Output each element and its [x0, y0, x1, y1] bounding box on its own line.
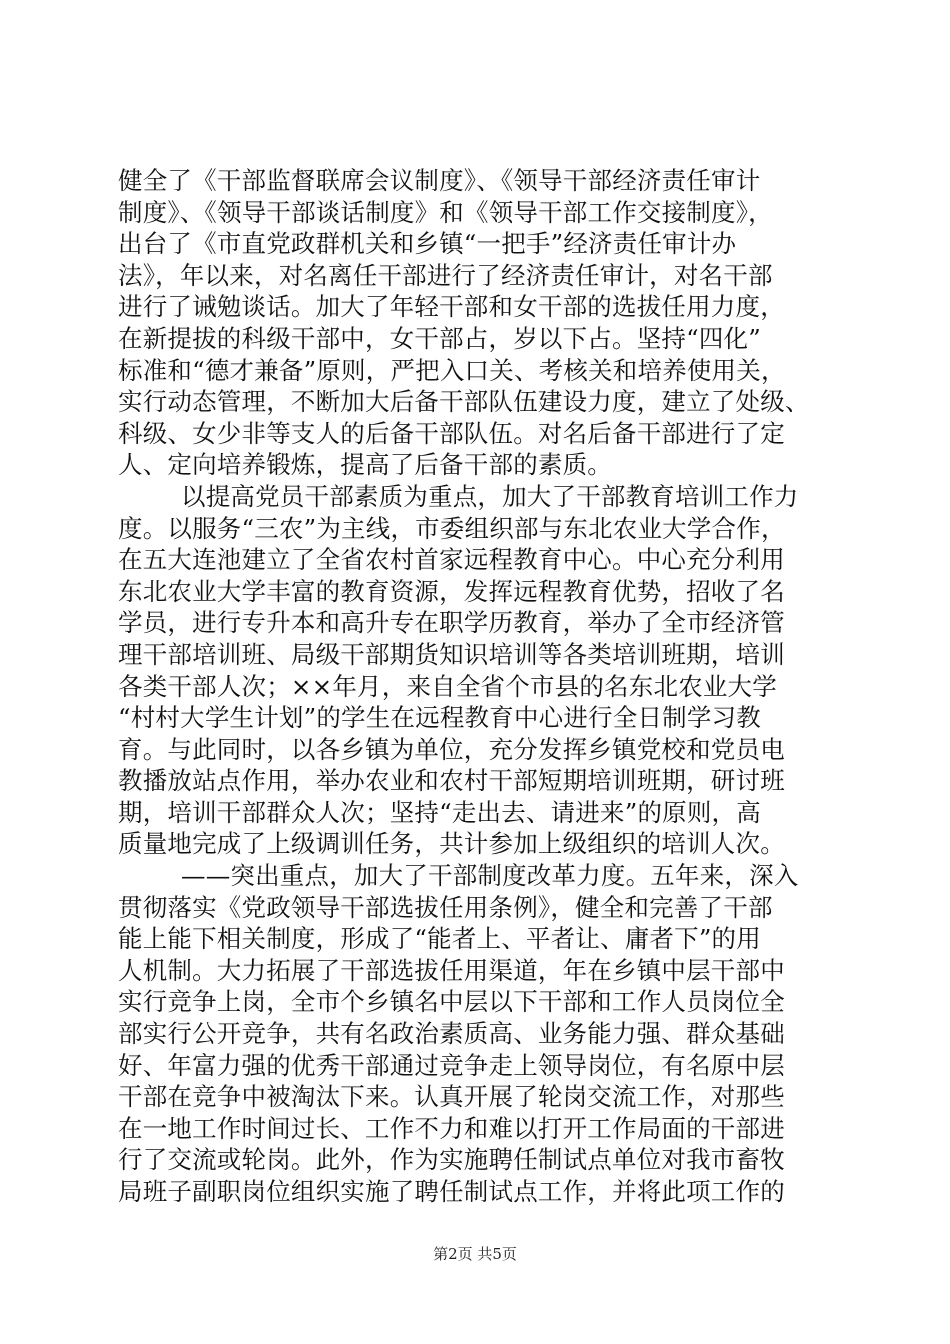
- text-line: 育。与此同时，以各乡镇为单位，充分发挥乡镇党校和党员电: [118, 734, 785, 764]
- text-line: 健全了《干部监督联席会议制度》、《领导干部经济责任审计: [118, 166, 761, 195]
- text-line: 人机制。大力拓展了干部选拔任用渠道，年在乡镇中层干部中: [118, 955, 785, 985]
- text-line: 在新提拔的科级干部中，女干部占，岁以下占。坚持“四化”: [118, 323, 761, 353]
- text-line: 人、定向培养锻炼，提高了后备干部的素质。: [118, 450, 612, 480]
- text-line: 在一地工作时间过长、工作不力和难以打开工作局面的干部进: [118, 1113, 785, 1143]
- text-line: 行了交流或轮岗。此外，作为实施聘任制试点单位对我市畜牧: [118, 1145, 785, 1175]
- text-line: 制度》、《领导干部谈话制度》和《领导干部工作交接制度》，: [118, 197, 773, 227]
- text-line: 实行竞争上岗，全市个乡镇名中层以下干部和工作人员岗位全: [118, 987, 785, 1017]
- text-line: 实行动态管理，不断加大后备干部队伍建设力度，建立了处级、: [118, 387, 810, 417]
- document-body: [118, 165, 838, 1208]
- text-line: 标准和“德才兼备”原则，严把入口关、考核关和培养使用关，: [118, 355, 786, 385]
- text-line: 以提高党员干部素质为重点，加大了干部教育培训工作力: [181, 481, 799, 511]
- text-line: 法》，年以来，对名离任干部进行了经济责任审计，对名干部: [118, 260, 773, 290]
- text-line: 局班子副职岗位组织实施了聘任制试点工作，并将此项工作的: [118, 1177, 785, 1206]
- text-line: 贯彻落实《党政领导干部选拔任用条例》，健全和完善了干部: [118, 892, 773, 922]
- text-line: 干部在竞争中被淘汰下来。认真开展了轮岗交流工作，对那些: [118, 1082, 785, 1112]
- text-line: 进行了诫勉谈话。加大了年轻干部和女干部的选拔任用力度，: [118, 292, 785, 322]
- text-line: 学员，进行专升本和高升专在职学历教育，举办了全市经济管: [118, 608, 785, 638]
- text-line: “村村大学生计划”的学生在远程教育中心进行全日制学习教: [118, 703, 761, 733]
- text-line: 在五大连池建立了全省农村首家远程教育中心。中心充分利用: [118, 545, 785, 575]
- text-line: 质量地完成了上级调训任务，共计参加上级组织的培训人次。: [118, 829, 785, 859]
- text-line: ——突出重点，加大了干部制度改革力度。五年来，深入: [181, 861, 799, 891]
- text-line: 好、年富力强的优秀干部通过竞争走上领导岗位，有名原中层: [118, 1050, 785, 1080]
- page-footer: 第2页 共5页: [433, 1245, 517, 1263]
- text-line: 期，培训干部群众人次；坚持“走出去、请进来”的原则，高: [118, 797, 761, 827]
- text-line: 各类干部人次；××年月，来自全省个市县的名东北农业大学: [118, 671, 777, 701]
- text-line: 理干部培训班、局级干部期货知识培训等各类培训班期，培训: [118, 639, 785, 669]
- text-line: 出台了《市直党政群机关和乡镇“一把手”经济责任审计办: [118, 229, 737, 259]
- text-line: 能上能下相关制度，形成了“能者上、平者让、庸者下”的用: [118, 924, 761, 954]
- text-line: 度。以服务“三农”为主线，市委组织部与东北农业大学合作，: [118, 513, 786, 543]
- text-line: 教播放站点作用，举办农业和农村干部短期培训班期，研讨班: [118, 766, 785, 796]
- text-line: 部实行公开竞争，共有名政治素质高、业务能力强、群众基础: [118, 1019, 785, 1049]
- text-line: 科级、女少非等支人的后备干部队伍。对名后备干部进行了定: [118, 418, 785, 448]
- text-line: 东北农业大学丰富的教育资源，发挥远程教育优势，招收了名: [118, 576, 785, 606]
